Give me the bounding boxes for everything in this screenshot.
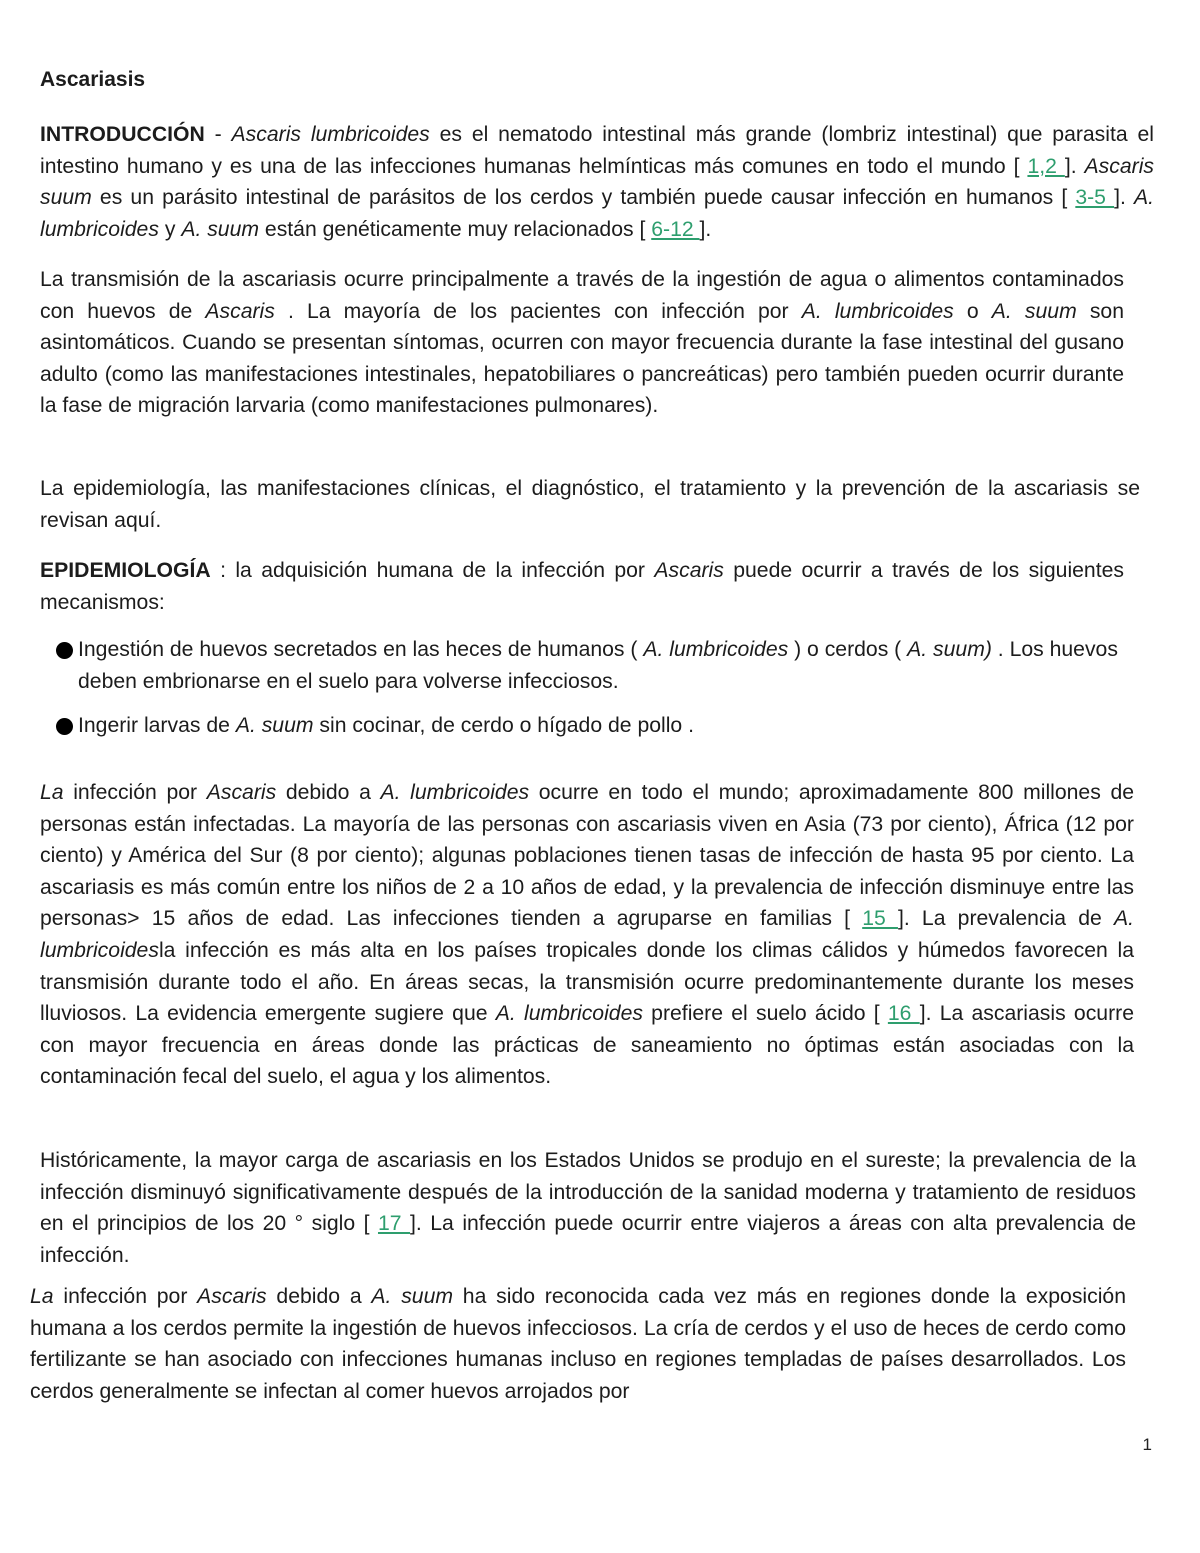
list-item: Ingestión de huevos secretados en las heces de humanos ( A. lumbricoides ) o cerdos ( A. suum) . Los huevos deben embrionarse en el suelo para volverse infecciosos. xyxy=(56,634,1136,697)
document-title: Ascariasis xyxy=(40,68,146,91)
citation-link[interactable]: 6-12 xyxy=(651,217,700,241)
citation-link[interactable]: 16 xyxy=(887,1002,920,1026)
prevalence-paragraph: La infección por Ascaris debido a A. lumbricoides ocurre en todo el mundo; aproximadamente 800 millones de personas están infectadas. La mayoría de las personas con ascariasis viven en Asia (73 por ciento), África (12 por ciento) y América del Sur (8 por ciento); algunas poblaciones tienen tasas de infección de hasta 95 por ciento. La ascariasis es más común entre los niños de 2 a 10 años de edad, y la prevalencia de infección disminuye entre las personas> 15 años de edad. Las infecciones tienden a agruparse en familias [ 15 ]. La prevalencia de A. lumbricoidesla infección es más alta en los países tropicales donde los climas cálidos y húmedos favorecen la transmisión durante todo el año. En áreas secas, la transmisión ocurre predominantemente durante los meses lluviosos. La evidencia emergente sugiere que A. lumbricoides prefiere el suelo ácido [ 16 ]. La ascariasis ocurre con mayor frecuencia en áreas donde las prácticas de saneamiento no óptimas están asociadas con la contaminación fecal del suelo, el agua y los alimentos. xyxy=(40,781,1135,1089)
transmission-paragraph: La transmisión de la ascariasis ocurre principalmente a través de la ingestión de agua o alimentos contaminados con huevos de Ascaris . La mayoría de los pacientes con infección por A. lumbricoides o A. suum son asintomáticos. Cuando se presentan síntomas, ocurren con mayor frecuencia durante la fase intestinal del gusano adulto (como las manifestaciones intestinales, hepatobiliares o pancreáticas) pero también pueden ocurrir durante la fase de migración larvaria (como manifestaciones pulmonares). xyxy=(40,268,1124,418)
history-paragraph: Históricamente, la mayor carga de ascariasis en los Estados Unidos se produjo en el sureste; la prevalencia de la infección disminuyó significativamente después de la introducción de la sanidad moderna y tratamiento de residuos en el principios de los 20 ° siglo [ 17 ]. La infección puede ocurrir entre viajeros a áreas con alta prevalencia de infección. xyxy=(40,1149,1136,1267)
citation-link[interactable]: 17 xyxy=(377,1212,411,1236)
bullet-icon xyxy=(56,642,73,659)
citation-link[interactable]: 3-5 xyxy=(1075,186,1115,210)
review-paragraph: La epidemiología, las manifestaciones clínicas, el diagnóstico, el tratamiento y la prevención de la ascariasis se revisan aquí. xyxy=(40,477,1140,532)
suum-paragraph: La infección por Ascaris debido a A. suum ha sido reconocida cada vez más en regiones donde la exposición humana a los cerdos permite la ingestión de huevos infecciosos. La cría de cerdos y el uso de heces de cerdo como fertilizante se han asociado con infecciones humanas incluso en regiones templadas de países desarrollados. Los cerdos generalmente se infectan al comer huevos arrojados por xyxy=(30,1285,1126,1403)
epidemiology-heading: EPIDEMIOLOGÍA xyxy=(40,559,211,582)
list-item: Ingerir larvas de A. suum sin cocinar, de cerdo o hígado de pollo . xyxy=(56,710,1136,742)
intro-heading: INTRODUCCIÓN xyxy=(40,123,205,146)
intro-paragraph: INTRODUCCIÓN - Ascaris lumbricoides es el nematodo intestinal más grande (lombriz intestinal) que parasita el intestino humano y es una de las infecciones humanas helmínticas más comunes en todo el mundo [ 1,2 ]. Ascaris suum es un parásito intestinal de parásitos de los cerdos y también puede causar infección en humanos [ 3-5 ]. A. lumbricoides y A. suum están genéticamente muy relacionados [ 6-12 ]. xyxy=(40,123,1154,241)
epidemiology-paragraph: EPIDEMIOLOGÍA : la adquisición humana de la infección por Ascaris puede ocurrir a través de los siguientes mecanismos: xyxy=(40,559,1124,614)
bullet-icon xyxy=(56,718,73,735)
citation-link[interactable]: 15 xyxy=(862,907,898,931)
page-number: 1 xyxy=(1142,1435,1152,1454)
citation-link[interactable]: 1,2 xyxy=(1027,154,1065,178)
